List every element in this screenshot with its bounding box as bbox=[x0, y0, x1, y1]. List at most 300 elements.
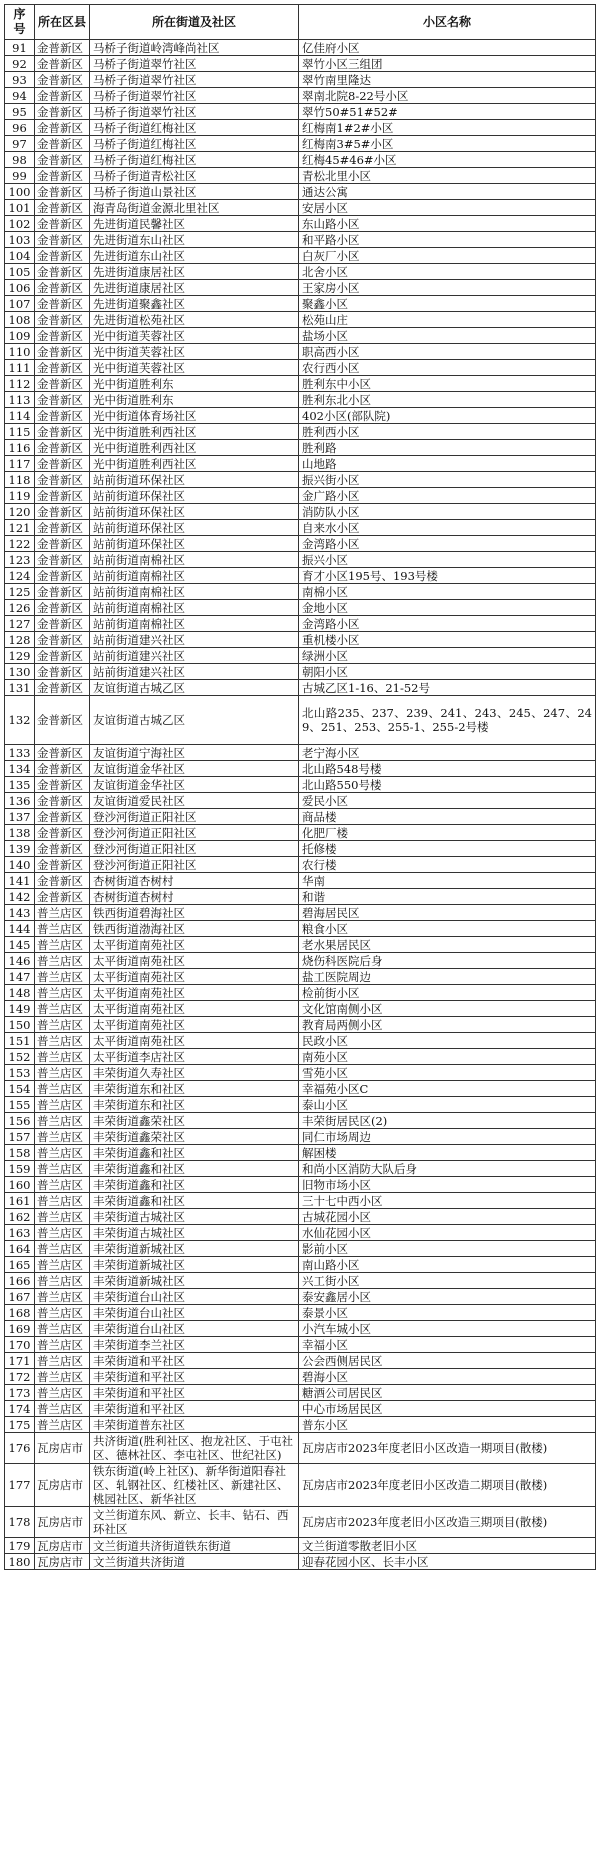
cell-serial-number: 165 bbox=[5, 1257, 35, 1273]
cell-street-community: 站前街道环保社区 bbox=[90, 488, 299, 504]
cell-serial-number: 180 bbox=[5, 1554, 35, 1570]
cell-serial-number: 174 bbox=[5, 1401, 35, 1417]
cell-street-community: 光中街道芙蓉社区 bbox=[90, 328, 299, 344]
table-row bbox=[5, 664, 596, 680]
cell-serial-number: 111 bbox=[5, 360, 35, 376]
cell-serial-number: 93 bbox=[5, 72, 35, 88]
header-serial-number: 序号 bbox=[5, 5, 35, 40]
cell-serial-number: 121 bbox=[5, 520, 35, 536]
table-row bbox=[5, 841, 596, 857]
cell-street-community: 光中街道胜利西社区 bbox=[90, 424, 299, 440]
table-row bbox=[5, 1161, 596, 1177]
cell-residence-name: 通达公寓 bbox=[299, 184, 596, 200]
cell-street-community: 站前街道建兴社区 bbox=[90, 648, 299, 664]
cell-district: 普兰店区 bbox=[35, 1017, 90, 1033]
cell-district: 金普新区 bbox=[35, 280, 90, 296]
cell-residence-name: 青松北里小区 bbox=[299, 168, 596, 184]
cell-street-community: 光中街道芙蓉社区 bbox=[90, 344, 299, 360]
cell-serial-number: 142 bbox=[5, 889, 35, 905]
cell-street-community: 站前街道环保社区 bbox=[90, 536, 299, 552]
cell-street-community: 站前街道环保社区 bbox=[90, 504, 299, 520]
cell-serial-number: 173 bbox=[5, 1385, 35, 1401]
cell-residence-name: 盐工医院周边 bbox=[299, 969, 596, 985]
cell-street-community: 丰荣街道新城社区 bbox=[90, 1257, 299, 1273]
cell-residence-name: 山地路 bbox=[299, 456, 596, 472]
table-row bbox=[5, 905, 596, 921]
cell-serial-number: 91 bbox=[5, 40, 35, 56]
cell-district: 金普新区 bbox=[35, 873, 90, 889]
cell-serial-number: 122 bbox=[5, 536, 35, 552]
cell-serial-number: 112 bbox=[5, 376, 35, 392]
cell-district: 金普新区 bbox=[35, 440, 90, 456]
table-row bbox=[5, 264, 596, 280]
table-row bbox=[5, 1385, 596, 1401]
cell-residence-name: 古城花园小区 bbox=[299, 1209, 596, 1225]
cell-district: 瓦房店市 bbox=[35, 1507, 90, 1538]
cell-street-community: 马桥子街道红梅社区 bbox=[90, 120, 299, 136]
cell-residence-name: 糖酒公司居民区 bbox=[299, 1385, 596, 1401]
cell-residence-name: 幸福苑小区C bbox=[299, 1081, 596, 1097]
cell-street-community: 马桥子街道山景社区 bbox=[90, 184, 299, 200]
cell-residence-name: 烧伤科医院后身 bbox=[299, 953, 596, 969]
cell-residence-name: 自来水小区 bbox=[299, 520, 596, 536]
table-row bbox=[5, 1554, 596, 1570]
table-row bbox=[5, 408, 596, 424]
cell-residence-name: 翠竹南里隆达 bbox=[299, 72, 596, 88]
table-row bbox=[5, 88, 596, 104]
cell-serial-number: 98 bbox=[5, 152, 35, 168]
cell-district: 金普新区 bbox=[35, 857, 90, 873]
cell-district: 金普新区 bbox=[35, 568, 90, 584]
cell-street-community: 友谊街道古城乙区 bbox=[90, 680, 299, 696]
cell-district: 普兰店区 bbox=[35, 1097, 90, 1113]
table-row bbox=[5, 1401, 596, 1417]
cell-district: 普兰店区 bbox=[35, 1401, 90, 1417]
cell-serial-number: 153 bbox=[5, 1065, 35, 1081]
cell-residence-name: 红梅南1#2#小区 bbox=[299, 120, 596, 136]
cell-residence-name: 水仙花园小区 bbox=[299, 1225, 596, 1241]
cell-district: 普兰店区 bbox=[35, 1161, 90, 1177]
table-row bbox=[5, 745, 596, 761]
cell-serial-number: 124 bbox=[5, 568, 35, 584]
table-row bbox=[5, 1113, 596, 1129]
cell-residence-name: 盐场小区 bbox=[299, 328, 596, 344]
table-row bbox=[5, 136, 596, 152]
cell-district: 金普新区 bbox=[35, 344, 90, 360]
table-row bbox=[5, 761, 596, 777]
cell-street-community: 光中街道胜利东 bbox=[90, 376, 299, 392]
cell-street-community: 太平街道南苑社区 bbox=[90, 953, 299, 969]
cell-street-community: 文兰街道共济街道铁东街道 bbox=[90, 1538, 299, 1554]
cell-street-community: 站前街道建兴社区 bbox=[90, 632, 299, 648]
cell-district: 金普新区 bbox=[35, 296, 90, 312]
cell-serial-number: 140 bbox=[5, 857, 35, 873]
cell-district: 金普新区 bbox=[35, 232, 90, 248]
cell-residence-name: 和谐 bbox=[299, 889, 596, 905]
cell-serial-number: 151 bbox=[5, 1033, 35, 1049]
cell-residence-name: 绿洲小区 bbox=[299, 648, 596, 664]
cell-street-community: 友谊街道爱民社区 bbox=[90, 793, 299, 809]
table-row bbox=[5, 56, 596, 72]
cell-street-community: 太平街道南苑社区 bbox=[90, 1017, 299, 1033]
cell-district: 普兰店区 bbox=[35, 1081, 90, 1097]
cell-serial-number: 141 bbox=[5, 873, 35, 889]
cell-residence-name: 白灰厂小区 bbox=[299, 248, 596, 264]
cell-district: 普兰店区 bbox=[35, 1417, 90, 1433]
cell-street-community: 光中街道胜利东 bbox=[90, 392, 299, 408]
cell-serial-number: 163 bbox=[5, 1225, 35, 1241]
cell-residence-name: 和尚小区消防大队后身 bbox=[299, 1161, 596, 1177]
cell-street-community: 丰荣街道新城社区 bbox=[90, 1273, 299, 1289]
cell-serial-number: 133 bbox=[5, 745, 35, 761]
cell-residence-name: 老水果居民区 bbox=[299, 937, 596, 953]
cell-serial-number: 162 bbox=[5, 1209, 35, 1225]
cell-residence-name: 普东小区 bbox=[299, 1417, 596, 1433]
cell-serial-number: 164 bbox=[5, 1241, 35, 1257]
table-row bbox=[5, 1097, 596, 1113]
cell-serial-number: 156 bbox=[5, 1113, 35, 1129]
cell-street-community: 马桥子街道青松社区 bbox=[90, 168, 299, 184]
cell-district: 金普新区 bbox=[35, 680, 90, 696]
table-row bbox=[5, 296, 596, 312]
cell-district: 金普新区 bbox=[35, 120, 90, 136]
table-row bbox=[5, 120, 596, 136]
cell-serial-number: 144 bbox=[5, 921, 35, 937]
cell-street-community: 先进街道松苑社区 bbox=[90, 312, 299, 328]
cell-street-community: 站前街道南棉社区 bbox=[90, 552, 299, 568]
cell-district: 普兰店区 bbox=[35, 985, 90, 1001]
table-row bbox=[5, 488, 596, 504]
cell-street-community: 丰荣街道和平社区 bbox=[90, 1353, 299, 1369]
cell-serial-number: 119 bbox=[5, 488, 35, 504]
cell-serial-number: 118 bbox=[5, 472, 35, 488]
cell-serial-number: 100 bbox=[5, 184, 35, 200]
cell-street-community: 杏树街道杏树村 bbox=[90, 873, 299, 889]
cell-serial-number: 158 bbox=[5, 1145, 35, 1161]
cell-residence-name: 北山路548号楼 bbox=[299, 761, 596, 777]
cell-residence-name: 泰安鑫居小区 bbox=[299, 1289, 596, 1305]
cell-street-community: 登沙河街道正阳社区 bbox=[90, 809, 299, 825]
cell-residence-name: 重机楼小区 bbox=[299, 632, 596, 648]
cell-residence-name: 王家房小区 bbox=[299, 280, 596, 296]
table-row bbox=[5, 969, 596, 985]
table-row bbox=[5, 889, 596, 905]
table-row bbox=[5, 456, 596, 472]
cell-street-community: 丰荣街道久寿社区 bbox=[90, 1065, 299, 1081]
cell-residence-name: 公会西侧居民区 bbox=[299, 1353, 596, 1369]
table-row bbox=[5, 1507, 596, 1538]
cell-street-community: 站前街道南棉社区 bbox=[90, 568, 299, 584]
cell-serial-number: 149 bbox=[5, 1001, 35, 1017]
cell-residence-name: 胜利西小区 bbox=[299, 424, 596, 440]
table-row bbox=[5, 40, 596, 56]
cell-district: 普兰店区 bbox=[35, 1209, 90, 1225]
cell-residence-name: 文化馆南侧小区 bbox=[299, 1001, 596, 1017]
table-row bbox=[5, 568, 596, 584]
cell-street-community: 友谊街道古城乙区 bbox=[90, 696, 299, 745]
cell-serial-number: 130 bbox=[5, 664, 35, 680]
cell-district: 瓦房店市 bbox=[35, 1554, 90, 1570]
cell-street-community: 先进街道东山社区 bbox=[90, 248, 299, 264]
cell-residence-name: 泰景小区 bbox=[299, 1305, 596, 1321]
cell-serial-number: 99 bbox=[5, 168, 35, 184]
table-row bbox=[5, 72, 596, 88]
cell-serial-number: 131 bbox=[5, 680, 35, 696]
table-row bbox=[5, 1145, 596, 1161]
cell-residence-name: 商品楼 bbox=[299, 809, 596, 825]
cell-street-community: 丰荣街道鑫和社区 bbox=[90, 1145, 299, 1161]
cell-serial-number: 92 bbox=[5, 56, 35, 72]
cell-residence-name: 振兴小区 bbox=[299, 552, 596, 568]
table-row bbox=[5, 777, 596, 793]
table-row bbox=[5, 376, 596, 392]
cell-street-community: 丰荣街道鑫荣社区 bbox=[90, 1129, 299, 1145]
cell-residence-name: 泰山小区 bbox=[299, 1097, 596, 1113]
cell-street-community: 丰荣街道和平社区 bbox=[90, 1401, 299, 1417]
cell-street-community: 太平街道南苑社区 bbox=[90, 985, 299, 1001]
table-row bbox=[5, 1289, 596, 1305]
cell-street-community: 丰荣街道鑫和社区 bbox=[90, 1161, 299, 1177]
table-row bbox=[5, 793, 596, 809]
cell-serial-number: 125 bbox=[5, 584, 35, 600]
cell-residence-name: 北山路550号楼 bbox=[299, 777, 596, 793]
table-row bbox=[5, 552, 596, 568]
cell-district: 金普新区 bbox=[35, 488, 90, 504]
cell-serial-number: 107 bbox=[5, 296, 35, 312]
cell-residence-name: 南苑小区 bbox=[299, 1049, 596, 1065]
cell-serial-number: 95 bbox=[5, 104, 35, 120]
table-row bbox=[5, 104, 596, 120]
cell-street-community: 先进街道东山社区 bbox=[90, 232, 299, 248]
cell-district: 金普新区 bbox=[35, 600, 90, 616]
cell-district: 金普新区 bbox=[35, 664, 90, 680]
cell-street-community: 马桥子街道岭湾峰尚社区 bbox=[90, 40, 299, 56]
cell-district: 普兰店区 bbox=[35, 1001, 90, 1017]
cell-serial-number: 97 bbox=[5, 136, 35, 152]
cell-serial-number: 110 bbox=[5, 344, 35, 360]
cell-serial-number: 168 bbox=[5, 1305, 35, 1321]
cell-street-community: 登沙河街道正阳社区 bbox=[90, 841, 299, 857]
table-row bbox=[5, 1177, 596, 1193]
cell-district: 金普新区 bbox=[35, 264, 90, 280]
table-row bbox=[5, 1337, 596, 1353]
cell-serial-number: 101 bbox=[5, 200, 35, 216]
cell-street-community: 铁西街道渤海社区 bbox=[90, 921, 299, 937]
cell-street-community: 马桥子街道翠竹社区 bbox=[90, 88, 299, 104]
table-row bbox=[5, 1464, 596, 1507]
cell-street-community: 友谊街道金华社区 bbox=[90, 777, 299, 793]
header-street-community: 所在街道及社区 bbox=[90, 5, 299, 40]
cell-district: 金普新区 bbox=[35, 584, 90, 600]
cell-residence-name: 北舍小区 bbox=[299, 264, 596, 280]
cell-residence-name: 华南 bbox=[299, 873, 596, 889]
cell-residence-name: 南棉小区 bbox=[299, 584, 596, 600]
cell-residence-name: 金广路小区 bbox=[299, 488, 596, 504]
cell-district: 金普新区 bbox=[35, 552, 90, 568]
cell-serial-number: 120 bbox=[5, 504, 35, 520]
table-row bbox=[5, 1433, 596, 1464]
table-row bbox=[5, 536, 596, 552]
cell-district: 普兰店区 bbox=[35, 1225, 90, 1241]
cell-district: 普兰店区 bbox=[35, 969, 90, 985]
cell-serial-number: 102 bbox=[5, 216, 35, 232]
cell-district: 普兰店区 bbox=[35, 1033, 90, 1049]
cell-residence-name: 翠南北院8-22号小区 bbox=[299, 88, 596, 104]
table-row bbox=[5, 696, 596, 745]
cell-residence-name: 胜利东中小区 bbox=[299, 376, 596, 392]
table-row bbox=[5, 1129, 596, 1145]
cell-serial-number: 126 bbox=[5, 600, 35, 616]
cell-street-community: 光中街道体育场社区 bbox=[90, 408, 299, 424]
cell-street-community: 马桥子街道红梅社区 bbox=[90, 152, 299, 168]
cell-district: 普兰店区 bbox=[35, 1193, 90, 1209]
cell-district: 金普新区 bbox=[35, 793, 90, 809]
cell-street-community: 铁西街道碧海社区 bbox=[90, 905, 299, 921]
cell-serial-number: 129 bbox=[5, 648, 35, 664]
cell-district: 普兰店区 bbox=[35, 1257, 90, 1273]
cell-district: 金普新区 bbox=[35, 536, 90, 552]
table-row bbox=[5, 1273, 596, 1289]
cell-district: 金普新区 bbox=[35, 328, 90, 344]
cell-serial-number: 103 bbox=[5, 232, 35, 248]
cell-district: 金普新区 bbox=[35, 56, 90, 72]
cell-street-community: 先进街道民馨社区 bbox=[90, 216, 299, 232]
cell-residence-name: 育才小区195号、193号楼 bbox=[299, 568, 596, 584]
cell-district: 金普新区 bbox=[35, 456, 90, 472]
cell-serial-number: 148 bbox=[5, 985, 35, 1001]
table-row bbox=[5, 312, 596, 328]
cell-residence-name: 农行西小区 bbox=[299, 360, 596, 376]
cell-district: 普兰店区 bbox=[35, 1049, 90, 1065]
cell-district: 金普新区 bbox=[35, 136, 90, 152]
cell-residence-name: 丰荣街居民区(2) bbox=[299, 1113, 596, 1129]
cell-serial-number: 135 bbox=[5, 777, 35, 793]
cell-district: 金普新区 bbox=[35, 825, 90, 841]
cell-street-community: 马桥子街道翠竹社区 bbox=[90, 72, 299, 88]
table-row bbox=[5, 1017, 596, 1033]
cell-district: 普兰店区 bbox=[35, 937, 90, 953]
cell-residence-name: 化肥厂楼 bbox=[299, 825, 596, 841]
table-row bbox=[5, 1193, 596, 1209]
cell-district: 普兰店区 bbox=[35, 1385, 90, 1401]
cell-serial-number: 154 bbox=[5, 1081, 35, 1097]
cell-street-community: 丰荣街道鑫和社区 bbox=[90, 1177, 299, 1193]
cell-serial-number: 109 bbox=[5, 328, 35, 344]
table-row bbox=[5, 360, 596, 376]
cell-residence-name: 瓦房店市2023年度老旧小区改造二期项目(散楼) bbox=[299, 1464, 596, 1507]
cell-district: 金普新区 bbox=[35, 648, 90, 664]
cell-district: 瓦房店市 bbox=[35, 1433, 90, 1464]
cell-street-community: 丰荣街道李兰社区 bbox=[90, 1337, 299, 1353]
cell-residence-name: 农行楼 bbox=[299, 857, 596, 873]
table-row bbox=[5, 472, 596, 488]
cell-serial-number: 171 bbox=[5, 1353, 35, 1369]
cell-street-community: 丰荣街道鑫和社区 bbox=[90, 1193, 299, 1209]
cell-serial-number: 106 bbox=[5, 280, 35, 296]
cell-district: 金普新区 bbox=[35, 889, 90, 905]
cell-district: 普兰店区 bbox=[35, 1273, 90, 1289]
cell-street-community: 杏树街道杏树村 bbox=[90, 889, 299, 905]
cell-district: 金普新区 bbox=[35, 520, 90, 536]
cell-serial-number: 114 bbox=[5, 408, 35, 424]
cell-district: 金普新区 bbox=[35, 392, 90, 408]
cell-district: 金普新区 bbox=[35, 72, 90, 88]
header-district: 所在区县 bbox=[35, 5, 90, 40]
cell-street-community: 先进街道康居社区 bbox=[90, 264, 299, 280]
table-row bbox=[5, 1538, 596, 1554]
cell-residence-name: 中心市场居民区 bbox=[299, 1401, 596, 1417]
cell-district: 金普新区 bbox=[35, 472, 90, 488]
cell-serial-number: 108 bbox=[5, 312, 35, 328]
cell-residence-name: 金湾路小区 bbox=[299, 616, 596, 632]
cell-residence-name: 胜利路 bbox=[299, 440, 596, 456]
cell-district: 金普新区 bbox=[35, 312, 90, 328]
cell-street-community: 马桥子街道翠竹社区 bbox=[90, 104, 299, 120]
cell-street-community: 光中街道胜利西社区 bbox=[90, 440, 299, 456]
cell-residence-name: 古城乙区1-16、21-52号 bbox=[299, 680, 596, 696]
cell-street-community: 站前街道南棉社区 bbox=[90, 584, 299, 600]
cell-serial-number: 116 bbox=[5, 440, 35, 456]
table-row bbox=[5, 1321, 596, 1337]
cell-serial-number: 123 bbox=[5, 552, 35, 568]
cell-street-community: 丰荣街道台山社区 bbox=[90, 1289, 299, 1305]
cell-district: 金普新区 bbox=[35, 424, 90, 440]
cell-serial-number: 134 bbox=[5, 761, 35, 777]
cell-district: 普兰店区 bbox=[35, 1065, 90, 1081]
table-row bbox=[5, 1241, 596, 1257]
cell-serial-number: 170 bbox=[5, 1337, 35, 1353]
cell-serial-number: 157 bbox=[5, 1129, 35, 1145]
table-row bbox=[5, 168, 596, 184]
table-row bbox=[5, 1305, 596, 1321]
table-row bbox=[5, 1033, 596, 1049]
cell-serial-number: 127 bbox=[5, 616, 35, 632]
cell-street-community: 丰荣街道鑫荣社区 bbox=[90, 1113, 299, 1129]
cell-district: 瓦房店市 bbox=[35, 1538, 90, 1554]
table-row bbox=[5, 985, 596, 1001]
cell-serial-number: 160 bbox=[5, 1177, 35, 1193]
cell-serial-number: 161 bbox=[5, 1193, 35, 1209]
cell-street-community: 登沙河街道正阳社区 bbox=[90, 857, 299, 873]
cell-district: 金普新区 bbox=[35, 200, 90, 216]
cell-district: 金普新区 bbox=[35, 761, 90, 777]
cell-street-community: 丰荣街道台山社区 bbox=[90, 1321, 299, 1337]
cell-residence-name: 旧物市场小区 bbox=[299, 1177, 596, 1193]
cell-street-community: 太平街道南苑社区 bbox=[90, 937, 299, 953]
cell-residence-name: 小汽车城小区 bbox=[299, 1321, 596, 1337]
cell-district: 金普新区 bbox=[35, 745, 90, 761]
table-row bbox=[5, 184, 596, 200]
cell-district: 普兰店区 bbox=[35, 953, 90, 969]
cell-serial-number: 132 bbox=[5, 696, 35, 745]
cell-residence-name: 安居小区 bbox=[299, 200, 596, 216]
cell-street-community: 先进街道康居社区 bbox=[90, 280, 299, 296]
cell-residence-name: 翠竹小区三组团 bbox=[299, 56, 596, 72]
table-row bbox=[5, 504, 596, 520]
cell-serial-number: 94 bbox=[5, 88, 35, 104]
cell-residence-name: 金湾路小区 bbox=[299, 536, 596, 552]
table-row bbox=[5, 232, 596, 248]
cell-residence-name: 文兰街道零散老旧小区 bbox=[299, 1538, 596, 1554]
cell-serial-number: 169 bbox=[5, 1321, 35, 1337]
cell-serial-number: 138 bbox=[5, 825, 35, 841]
cell-district: 金普新区 bbox=[35, 168, 90, 184]
cell-district: 普兰店区 bbox=[35, 1241, 90, 1257]
cell-street-community: 友谊街道金华社区 bbox=[90, 761, 299, 777]
cell-street-community: 丰荣街道古城社区 bbox=[90, 1225, 299, 1241]
cell-street-community: 丰荣街道普东社区 bbox=[90, 1417, 299, 1433]
table-row bbox=[5, 937, 596, 953]
